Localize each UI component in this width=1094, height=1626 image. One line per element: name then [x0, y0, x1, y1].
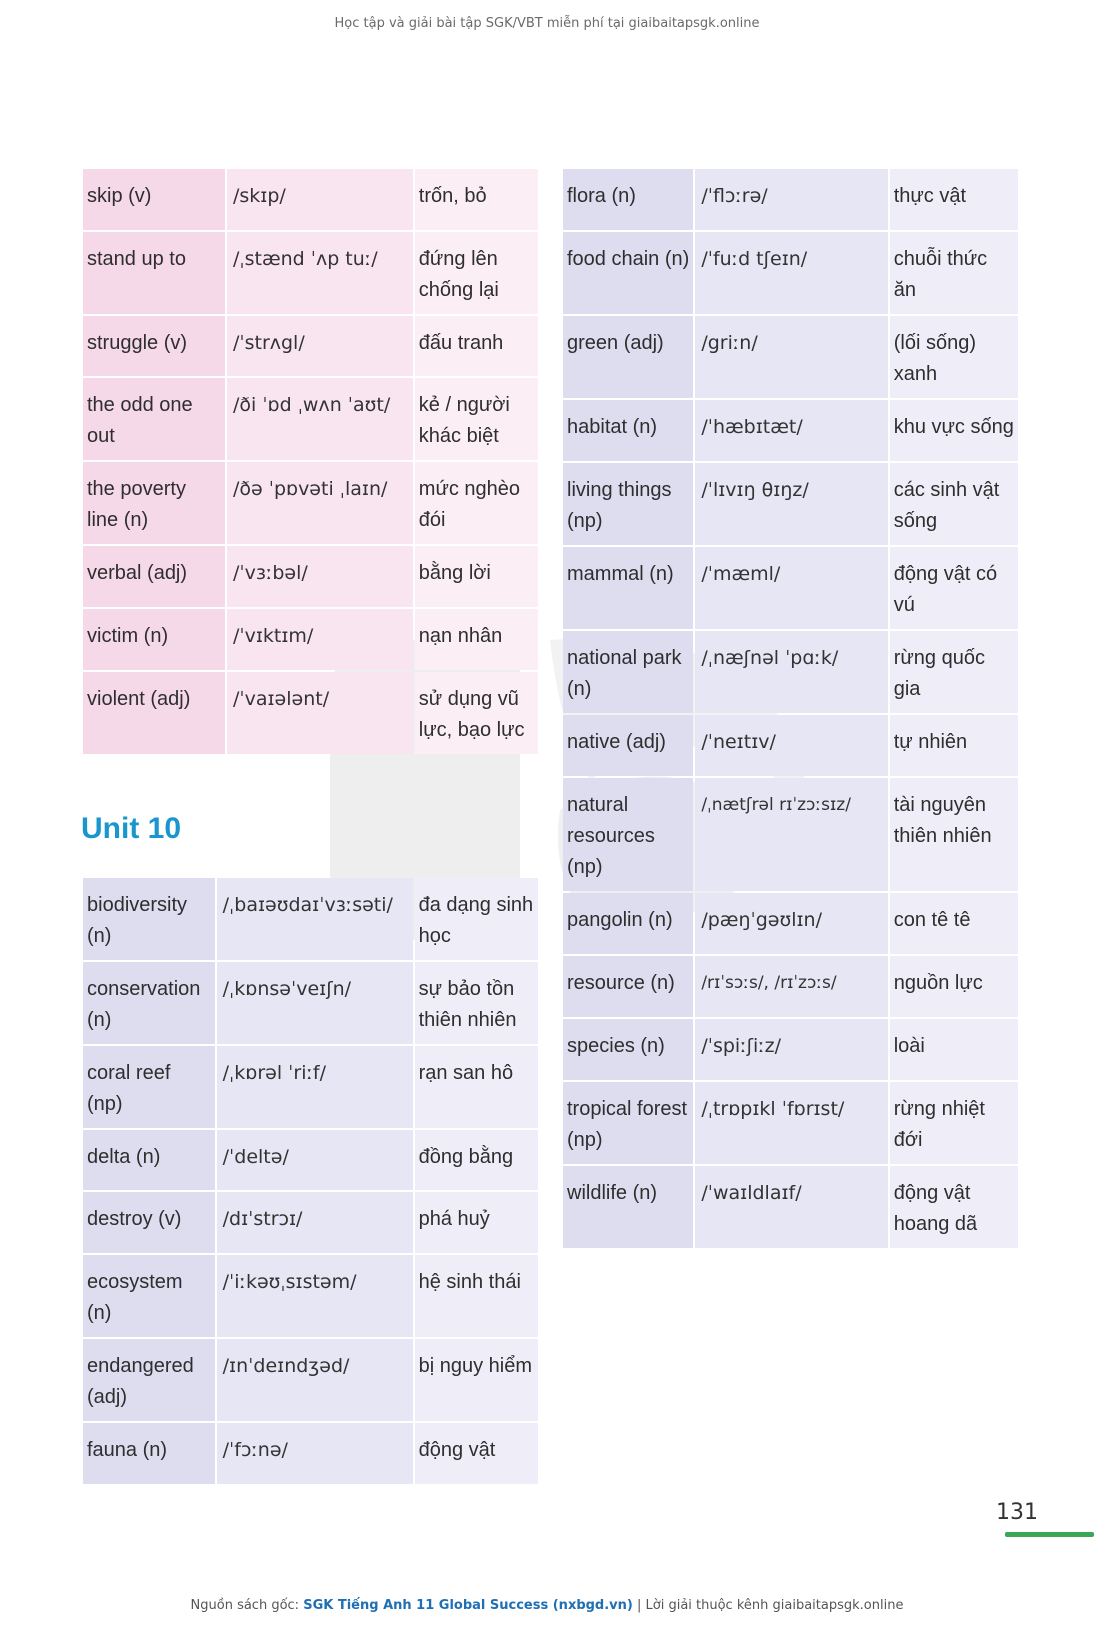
vocab-meaning: động vật có vú — [890, 547, 1018, 629]
vocab-row — [83, 462, 538, 544]
vocab-ipa: /skɪp/ — [227, 169, 413, 230]
vocab-meaning: đấu tranh — [415, 316, 538, 376]
vocab-word: the odd one out — [83, 378, 225, 460]
vocab-ipa: /ˈstrʌgl/ — [227, 316, 413, 376]
vocab-meaning: mức nghèo đói — [415, 462, 538, 544]
vocab-word: tropical forest (np) — [563, 1082, 693, 1164]
vocab-row — [563, 316, 1018, 398]
vocab-ipa: /ˌnætʃrəl rɪˈzɔːsɪz/ — [695, 778, 887, 891]
unit-title: Unit 10 — [81, 812, 182, 845]
vocab-meaning: khu vực sống — [890, 400, 1018, 461]
vocab-row — [563, 547, 1018, 629]
vocab-row — [83, 1046, 538, 1128]
vocab-meaning: (lối sống) xanh — [890, 316, 1018, 398]
vocab-meaning: tài nguyên thiên nhiên — [890, 778, 1018, 891]
vocab-meaning: động vật hoang dã — [890, 1166, 1018, 1248]
vocab-word: pangolin (n) — [563, 893, 693, 954]
vocab-word: victim (n) — [83, 609, 225, 670]
vocab-ipa: /ˈfuːd tʃeɪn/ — [695, 232, 887, 314]
vocab-meaning: chuỗi thức ăn — [890, 232, 1018, 314]
vocab-meaning: tự nhiên — [890, 715, 1018, 776]
vocab-row — [83, 1130, 538, 1190]
vocab-word: ecosystem (n) — [83, 1255, 215, 1337]
vocab-meaning: động vật — [415, 1423, 538, 1484]
page-number: 131 — [996, 1500, 1038, 1525]
vocab-meaning: thực vật — [890, 169, 1018, 230]
vocab-word: coral reef (np) — [83, 1046, 215, 1128]
vocab-meaning: phá huỷ — [415, 1192, 538, 1253]
vocab-row — [83, 316, 538, 376]
vocab-meaning: đứng lên chống lại — [415, 232, 538, 314]
vocab-row — [83, 378, 538, 460]
vocab-ipa: /ˈfɔːnə/ — [217, 1423, 413, 1484]
vocab-row — [563, 956, 1018, 1017]
vocab-ipa: /dɪˈstrɔɪ/ — [217, 1192, 413, 1253]
vocab-meaning: sự bảo tồn thiên nhiên — [415, 962, 538, 1044]
vocab-word: green (adj) — [563, 316, 693, 398]
vocab-ipa: /ˈvaɪələnt/ — [227, 672, 413, 754]
vocab-row — [83, 1423, 538, 1484]
vocab-ipa: /ˌkɒrəl ˈriːf/ — [217, 1046, 413, 1128]
vocab-meaning: loài — [890, 1019, 1018, 1080]
vocab-word: habitat (n) — [563, 400, 693, 461]
vocab-word: native (adj) — [563, 715, 693, 776]
footer-source-link[interactable]: SGK Tiếng Anh 11 Global Success (nxbgd.vn) — [303, 1598, 633, 1613]
vocab-row — [563, 232, 1018, 314]
vocab-row — [83, 232, 538, 314]
vocab-word: conservation (n) — [83, 962, 215, 1044]
vocab-ipa: /ˈiːkəʊˌsɪstəm/ — [217, 1255, 413, 1337]
vocab-table-unit-10 — [81, 876, 540, 1486]
vocab-ipa: /ˈvɪktɪm/ — [227, 609, 413, 670]
vocab-row — [83, 1255, 538, 1337]
vocab-meaning: các sinh vật sống — [890, 463, 1018, 545]
vocab-ipa: /ðə ˈpɒvəti ˌlaɪn/ — [227, 462, 413, 544]
vocab-row — [83, 169, 538, 230]
vocab-meaning: bị nguy hiểm — [415, 1339, 538, 1421]
vocab-row — [83, 878, 538, 960]
vocab-row — [563, 1082, 1018, 1164]
vocab-meaning: nguồn lực — [890, 956, 1018, 1017]
vocab-ipa: /ˌtrɒpɪkl ˈfɒrɪst/ — [695, 1082, 887, 1164]
vocab-ipa: /ˈwaɪldlaɪf/ — [695, 1166, 887, 1248]
vocab-meaning: hệ sinh thái — [415, 1255, 538, 1337]
vocab-word: fauna (n) — [83, 1423, 215, 1484]
vocab-word: flora (n) — [563, 169, 693, 230]
vocab-row — [563, 1019, 1018, 1080]
vocab-row — [83, 609, 538, 670]
vocab-meaning: nạn nhân — [415, 609, 538, 670]
vocab-ipa: /ˌstænd ˈʌp tuː/ — [227, 232, 413, 314]
vocab-word: resource (n) — [563, 956, 693, 1017]
vocab-word: species (n) — [563, 1019, 693, 1080]
page-footer — [0, 1598, 1094, 1613]
vocab-row — [83, 546, 538, 607]
vocab-row — [83, 1339, 538, 1421]
vocab-word: biodiversity (n) — [83, 878, 215, 960]
vocab-row — [563, 1166, 1018, 1248]
vocab-ipa: /ˌkɒnsəˈveɪʃn/ — [217, 962, 413, 1044]
vocab-word: wildlife (n) — [563, 1166, 693, 1248]
vocab-ipa: /pæŋˈgəʊlɪn/ — [695, 893, 887, 954]
vocab-meaning: con tê tê — [890, 893, 1018, 954]
vocab-row — [563, 463, 1018, 545]
vocab-row — [563, 631, 1018, 713]
vocab-word: violent (adj) — [83, 672, 225, 754]
vocab-ipa: /ˈdeltə/ — [217, 1130, 413, 1190]
vocab-ipa: /ˈflɔːrə/ — [695, 169, 887, 230]
vocab-meaning: kẻ / người khác biệt — [415, 378, 538, 460]
vocab-ipa: /ˈmæml/ — [695, 547, 887, 629]
vocab-word: skip (v) — [83, 169, 225, 230]
vocab-word: natural resources (np) — [563, 778, 693, 891]
vocab-ipa: /ˈneɪtɪv/ — [695, 715, 887, 776]
vocab-row — [563, 400, 1018, 461]
vocab-meaning: rừng quốc gia — [890, 631, 1018, 713]
vocab-row — [83, 672, 538, 754]
vocab-meaning: sử dụng vũ lực, bạo lực — [415, 672, 538, 754]
vocab-meaning: rừng nhiệt đới — [890, 1082, 1018, 1164]
footer-prefix: Nguồn sách gốc: — [190, 1598, 304, 1613]
vocab-meaning: đồng bằng — [415, 1130, 538, 1190]
vocab-ipa: /ˈspiːʃiːz/ — [695, 1019, 887, 1080]
vocab-row — [83, 1192, 538, 1253]
vocab-word: living things (np) — [563, 463, 693, 545]
vocab-row — [83, 962, 538, 1044]
vocab-ipa: /ˈvɜːbəl/ — [227, 546, 413, 607]
vocab-table-unit-10-continued — [561, 167, 1020, 1250]
footer-separator: | — [632, 1598, 646, 1613]
vocab-word: destroy (v) — [83, 1192, 215, 1253]
footer-suffix: Lời giải thuộc kênh giaibaitapsgk.online — [645, 1598, 904, 1613]
vocab-word: verbal (adj) — [83, 546, 225, 607]
page-number-underline — [1005, 1532, 1094, 1537]
vocab-row — [563, 778, 1018, 891]
vocab-word: delta (n) — [83, 1130, 215, 1190]
vocab-word: stand up to — [83, 232, 225, 314]
vocab-meaning: bằng lời — [415, 546, 538, 607]
vocab-row — [563, 169, 1018, 230]
vocab-ipa: /ˌnæʃnəl ˈpɑːk/ — [695, 631, 887, 713]
vocab-word: the poverty line (n) — [83, 462, 225, 544]
vocab-word: national park (n) — [563, 631, 693, 713]
vocab-ipa: /ɪnˈdeɪndʒəd/ — [217, 1339, 413, 1421]
vocab-meaning: đa dạng sinh học — [415, 878, 538, 960]
vocab-word: food chain (n) — [563, 232, 693, 314]
vocab-ipa: /ði ˈɒd ˌwʌn ˈaʊt/ — [227, 378, 413, 460]
vocab-ipa: /ˈhæbɪtæt/ — [695, 400, 887, 461]
vocab-word: mammal (n) — [563, 547, 693, 629]
vocab-word: struggle (v) — [83, 316, 225, 376]
vocab-ipa: /rɪˈsɔːs/, /rɪˈzɔːs/ — [695, 956, 887, 1017]
vocab-ipa: /griːn/ — [695, 316, 887, 398]
vocab-table-unit-9 — [81, 167, 540, 756]
vocab-ipa: /ˈlɪvɪŋ θɪŋz/ — [695, 463, 887, 545]
vocab-meaning: rạn san hô — [415, 1046, 538, 1128]
vocab-row — [563, 715, 1018, 776]
page-header: Học tập và giải bài tập SGK/VBT miễn phí tại giaibaitapsgk.online — [334, 16, 760, 31]
vocab-ipa: /ˌbaɪəʊdaɪˈvɜːsəti/ — [217, 878, 413, 960]
vocab-meaning: trốn, bỏ — [415, 169, 538, 230]
vocab-word: endangered (adj) — [83, 1339, 215, 1421]
vocab-row — [563, 893, 1018, 954]
